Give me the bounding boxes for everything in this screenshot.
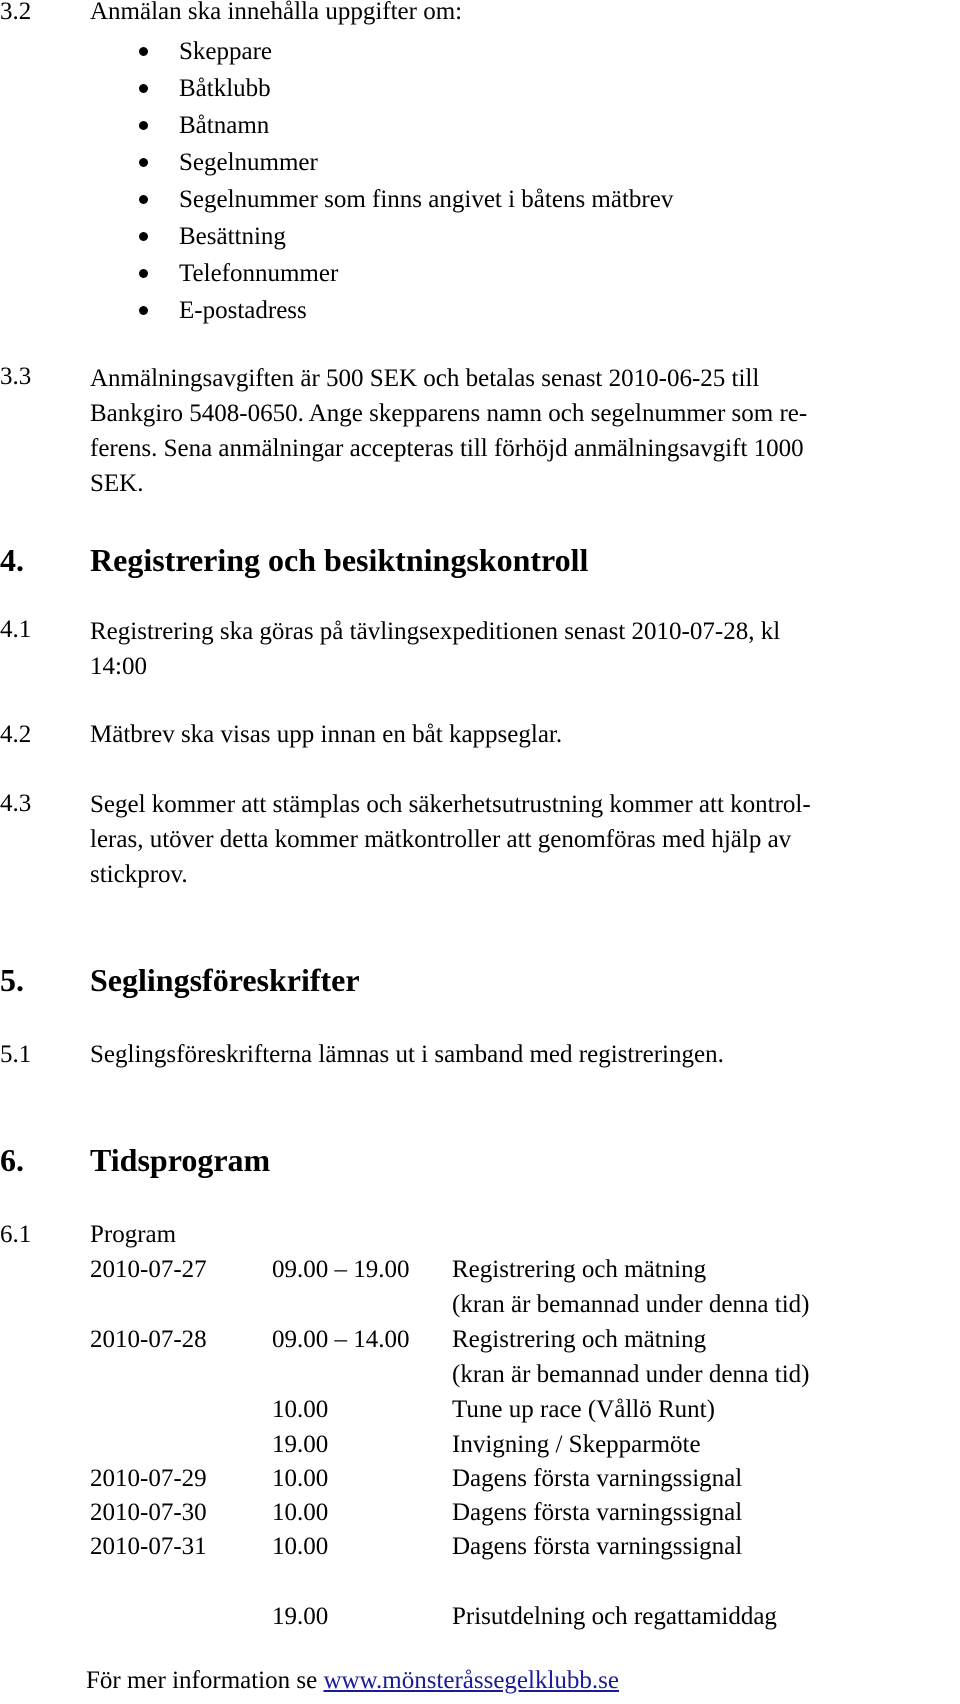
heading-4-title: Registrering och besiktningskontroll xyxy=(90,542,589,578)
text-line: Bankgiro 5408-0650. Ange skepparens namn och segelnummer som re- xyxy=(90,400,808,427)
program-label: Program xyxy=(90,1221,177,1248)
heading-5-number: 5. xyxy=(0,962,24,998)
row-date: 2010-07-29 xyxy=(90,1465,207,1492)
section-6-1-number: 6.1 xyxy=(0,1221,32,1248)
section-4-1-number: 4.1 xyxy=(0,616,32,643)
section-4-3-number: 4.3 xyxy=(0,790,32,817)
section-4-1-text xyxy=(90,614,890,684)
section-3-2-number: 3.2 xyxy=(0,0,32,25)
section-3-3-number: 3.3 xyxy=(0,363,32,390)
list-item: Telefonnummer xyxy=(90,255,673,292)
row-date: 2010-07-31 xyxy=(90,1533,207,1560)
footer-info xyxy=(86,1666,619,1696)
row-date: 2010-07-27 xyxy=(90,1256,207,1283)
footer-text: För mer information se xyxy=(86,1667,324,1694)
text-line: Segel kommer att stämplas och säkerhetsutrustning kommer att kontrol- xyxy=(90,791,811,818)
section-4-2-number: 4.2 xyxy=(0,721,32,748)
row-time: 10.00 xyxy=(272,1499,329,1526)
row-date: 2010-07-28 xyxy=(90,1326,207,1353)
section-5-1-number: 5.1 xyxy=(0,1041,32,1068)
list-item: Segelnummer som finns angivet i båtens mätbrev xyxy=(90,181,673,218)
row-time: 10.00 xyxy=(272,1465,329,1492)
row-time: 10.00 xyxy=(272,1396,329,1423)
row-activity: Dagens första varningssignal xyxy=(452,1533,743,1560)
row-time: 19.00 xyxy=(272,1603,329,1630)
row-activity: Dagens första varningssignal xyxy=(452,1465,743,1492)
row-activity: Registrering och mätning xyxy=(452,1326,707,1353)
requirements-list xyxy=(90,33,673,329)
heading-4-number: 4. xyxy=(0,542,24,578)
row-activity: Registrering och mätning xyxy=(452,1256,707,1283)
text-line: 14:00 xyxy=(90,653,147,680)
list-item: Båtnamn xyxy=(90,107,673,144)
row-activity: (kran är bemannad under denna tid) xyxy=(452,1361,810,1388)
section-3-2-text: Anmälan ska innehålla uppgifter om: xyxy=(90,0,463,25)
row-activity: Invigning / Skepparmöte xyxy=(452,1431,701,1458)
row-activity: Tune up race (Vållö Runt) xyxy=(452,1396,715,1423)
row-activity: Dagens första varningssignal xyxy=(452,1499,743,1526)
row-time: 19.00 xyxy=(272,1431,329,1458)
row-date: 2010-07-30 xyxy=(90,1499,207,1526)
text-line: stickprov. xyxy=(90,861,188,888)
list-item: Skeppare xyxy=(90,33,673,70)
row-activity: Prisutdelning och regattamiddag xyxy=(452,1603,777,1630)
text-line: SEK. xyxy=(90,470,144,497)
section-5-1-text: Seglingsföreskrifterna lämnas ut i samband med registreringen. xyxy=(90,1041,724,1068)
text-line: ferens. Sena anmälningar accepteras till förhöjd anmälningsavgift 1000 xyxy=(90,435,804,462)
heading-6-title: Tidsprogram xyxy=(90,1142,271,1178)
text-line: Anmälningsavgiften är 500 SEK och betalas senast 2010-06-25 till xyxy=(90,365,760,392)
text-line: Registrering ska göras på tävlingsexpeditionen senast 2010-07-28, kl xyxy=(90,618,781,645)
section-4-2-text: Mätbrev ska visas upp innan en båt kappseglar. xyxy=(90,721,563,748)
list-item: Båtklubb xyxy=(90,70,673,107)
section-4-3-text xyxy=(90,787,890,892)
row-activity: (kran är bemannad under denna tid) xyxy=(452,1291,810,1318)
list-item: E-postadress xyxy=(90,292,673,329)
row-time: 10.00 xyxy=(272,1533,329,1560)
section-3-3-text xyxy=(90,361,890,501)
heading-6-number: 6. xyxy=(0,1142,24,1178)
list-item: Besättning xyxy=(90,218,673,255)
heading-5-title: Seglingsföreskrifter xyxy=(90,962,360,998)
text-line: leras, utöver detta kommer mätkontroller att genomföras med hjälp av xyxy=(90,826,792,853)
row-time: 09.00 – 14.00 xyxy=(272,1326,410,1353)
list-item: Segelnummer xyxy=(90,144,673,181)
row-time: 09.00 – 19.00 xyxy=(272,1256,410,1283)
website-link[interactable]: www.mönsteråssegelklubb.se xyxy=(323,1667,619,1694)
